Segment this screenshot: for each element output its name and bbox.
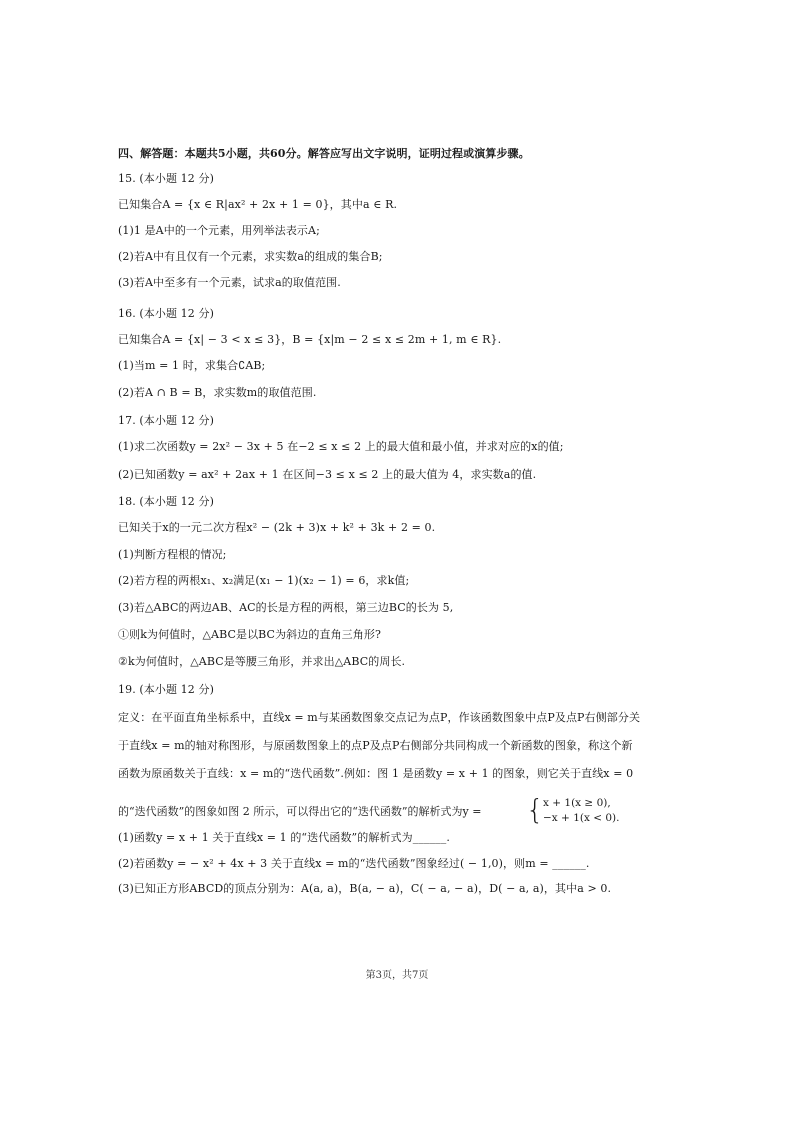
problem-18-part-3-b: ②k为何值时，△ABC是等腰三角形，并求出△ABC的周长. [118,655,406,668]
section-header: 四、解答题：本题共5小题，共60分。解答应写出文字说明，证明过程或演算步骤。 [118,147,530,160]
piecewise-lead: 的“迭代函数”的图象如图 2 所示，可以得出它的“迭代函数”的解析式为y = [118,805,482,818]
problem-15-part-1: (1)1 是A中的一个元素，用列举法表示A; [118,224,320,237]
problem-19-def-line-1: 定义：在平面直角坐标系中，直线x = m与某函数图象交点记为点P，作该函数图象中点P及点P右侧部分关 [118,711,641,724]
problem-19-def-line-2: 于直线x = m的轴对称图形，与原函数图象上的点P及点P右侧部分共同构成一个新函数的图象，称这个新 [118,739,633,752]
problem-17-part-2: (2)已知函数y = ax² + 2ax + 1 在区间−3 ≤ x ≤ 2 上的最大值为 4，求实数a的值. [118,468,537,481]
problem-16-part-1: (1)当m = 1 时，求集合∁AB; [118,359,266,372]
problem-18-part-2: (2)若方程的两根x₁、x₂满足(x₁ − 1)(x₂ − 1) = 6，求k值; [118,574,410,587]
problem-18-part-1: (1)判断方程根的情况; [118,548,227,561]
problem-15-part-3: (3)若A中至多有一个元素，试求a的取值范围. [118,276,341,289]
problem-18-part-3-a: ①则k为何值时，△ABC是以BC为斜边的直角三角形? [118,628,381,641]
page-footer: 第3页，共7页 [365,970,429,981]
piecewise-case-2: −x + 1(x < 0). [543,812,620,824]
problem-19-part-1: (1)函数y = x + 1 关于直线x = 1 的“迭代函数”的解析式为______. [118,831,450,844]
problem-18-stem: 已知关于x的一元二次方程x² − (2k + 3)x + k² + 3k + 2 = 0. [118,521,436,534]
problem-19-title: 19. (本小题 12 分) [118,683,214,696]
problem-16-stem: 已知集合A = {x| − 3 < x ≤ 3}，B = {x|m − 2 ≤ x ≤ 2m + 1, m ∈ R}. [118,333,502,346]
problem-15-part-2: (2)若A中有且仅有一个元素，求实数a的组成的集合B; [118,250,383,263]
problem-19-part-3: (3)已知正方形ABCD的顶点分别为：A(a, a)，B(a, − a)，C( − a, − a)，D( − a, a)，其中a > 0. [118,882,612,895]
piecewise-case-1: x + 1(x ≥ 0), [543,797,611,809]
piecewise-brace: { [526,793,544,826]
problem-16-title: 16. (本小题 12 分) [118,307,214,320]
problem-19-part-2: (2)若函数y = − x² + 4x + 3 关于直线x = m的“迭代函数”图象经过( − 1,0)，则m = ______. [118,857,590,870]
problem-15-title: 15. (本小题 12 分) [118,172,214,185]
problem-16-part-2: (2)若A ∩ B = B，求实数m的取值范围. [118,386,317,399]
problem-18-part-3: (3)若△ABC的两边AB、AC的长是方程的两根，第三边BC的长为 5, [118,601,454,614]
problem-19-def-line-3: 函数为原函数关于直线：x = m的“迭代函数”.例如：图 1 是函数y = x + 1 的图象，则它关于直线x = 0 [118,767,634,780]
problem-17-part-1: (1)求二次函数y = 2x² − 3x + 5 在−2 ≤ x ≤ 2 上的最大值和最小值，并求对应的x的值; [118,440,564,453]
piecewise-definition [118,794,678,828]
problem-18-title: 18. (本小题 12 分) [118,495,214,508]
problem-17-title: 17. (本小题 12 分) [118,414,214,427]
problem-15-stem: 已知集合A = {x ∈ R|ax² + 2x + 1 = 0}，其中a ∈ R. [118,198,398,211]
